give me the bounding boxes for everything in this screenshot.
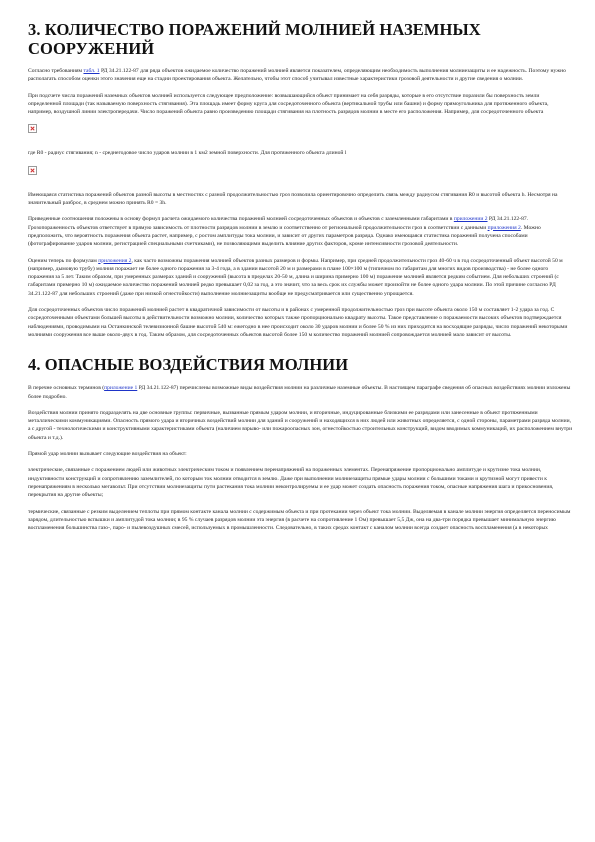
text-run: РД 34.21.122-87. Грозопораженность объектов ответствует в прямую зависимость от плотности разрядов молнии в землю и соответственно от региональной продолжительности гроз в соответствии с данными bbox=[28, 216, 529, 231]
paragraph: где R0 - радиус стягивания; n - среднегодовое число ударов молнии в 1 км2 земной поверхности. Для протяженного объекта длиной l bbox=[28, 150, 347, 157]
text-run: Согласно требованиям bbox=[28, 68, 84, 74]
text-run: РД 34.21.122-87) перечислены возможные виды воздействия молнии на различные наземные объекты. В настоящем параграфе сведения об опасных воздействиях молнии изложены более подробно. bbox=[28, 385, 571, 400]
paragraph bbox=[28, 67, 573, 84]
paragraph: Для сосредоточенных объектов число поражений молнией растет в квадратичной зависимости от высоты и в районах с умеренной продолжительностью гроз при высоте объекта около 150 м составляет 1-2 удара за год. С сосредоточенными объектами большей высоты в действительности возможно молнии, количество которых также пропорционально квадрату высоты. Такое представление о поражаемости высоких объектов подтверждается наблюдениями, проводимыми на Останкинской телевизионной башне высотой 540 м: ежегодно в нее происходит около 30 ударов молнии и более 50 % из них приходится на восходящие разряды, число поражений некоторыми молниями сооружения все выше около-двух в год. Таким образом, для сосредоточенных объектов высотой более 150 м количество поражений молнией сопровождается молнией мало зависит от высоты. bbox=[28, 307, 568, 338]
text-run: . Можно предположить, что вероятность поражения объекта растет, например, с ростом амплитуды тока молнии, и зависит от других параметров разряда. Однако имеющаяся статистика поражений получена способами (фотографирование ударов молнии, регистрацией специальными счетчиками), не позволяющими выделить влияние других факторов, кроме интенсивности грозовой деятельности. bbox=[28, 224, 541, 248]
section-4-heading: 4. ОПАСНЫЕ ВОЗДЕЙСТВИЯ МОЛНИИ bbox=[28, 355, 349, 375]
text-run: РД 34.21.122-87 для ряда объектов ожидаемое количество поражений молнией является показателем, определяющим необходимость выполнения молниезащиты и ее надежность. Поэтому нужно располагать способом оценки этого значения еще на стадии проектирования объекта. Желательно, чтобы этот способ учитывал известные характеристики грозовой деятельности и другие сведения о молнии. bbox=[28, 68, 566, 83]
text-run: Оценим теперь по формулам bbox=[28, 257, 99, 264]
paragraph bbox=[28, 215, 573, 248]
paragraph bbox=[28, 384, 573, 401]
paragraph: электрические, связанные с поражением людей или животных электрическим током и появлением перенапряжений на пораженных элементах. Перенапряжение пропорционально амплитуде и крутизне тока молнии, индуктивности конструкций и сопротивлению заземлителей, по которым ток молнии отводится в землю. Даже при выполнении молниезащиты прямые удары молнии с большими токами и крутизной могут привести к перенапряжениям в несколько мегавольт. При отсутствии молниезащиты пути растекания тока молнии неконтролируемы и ее удар может создать опасность поражения током, опасные напряжения шага и прикосновения, перекрытия на другие объекты; bbox=[28, 467, 554, 499]
text-run: В перечне основных терминов ( bbox=[28, 385, 105, 392]
section-3-heading: 3. КОЛИЧЕСТВО ПОРАЖЕНИЙ МОЛНИЕЙ НАЗЕМНЫХ СООРУЖЕНИЙ bbox=[28, 20, 481, 58]
formula-2-broken-image-icon bbox=[28, 166, 37, 175]
text-run: Приведенные соотношения положены в основу формул расчета ожидаемого количества поражений молнией сосредоточенных объектов и объектов с заземленными габаритами в bbox=[28, 216, 454, 223]
paragraph: Воздействия молнии принято подразделять на две основные группы: первичные, вызванные прямым ударом молнии, и вторичные, индуцированные близкими ее разрядами или занесенные в объект протяженными металлическими коммуникациями. Опасность прямого удара и вторичных воздействий молнии для зданий и сооружений и находящихся в них людей или животных определяется, с одной стороны, параметрами разряда молнии, а с другой - технологическими и конструктивными характеристиками объекта (наличием взрыво- или пожароопасных зон, огнестойкостью строительных конструкций, видом вводимых коммуникаций, их расположением внутри объекта и т.д.). bbox=[28, 409, 573, 441]
paragraph: Имеющаяся статистика поражений объектов разной высоты в местностях с разной продолжительностью гроз позволила ориентировочно определить связь между радиусом стягивания R0 и высотой объекта h. Несмотря на значительный разброс, в среднем можно принять R0 = 3h. bbox=[28, 191, 558, 207]
formula-1-broken-image-icon bbox=[28, 124, 37, 133]
link-table-1[interactable]: табл. 1 bbox=[83, 68, 100, 74]
link-appendix-1[interactable]: приложение 1 bbox=[104, 385, 138, 392]
text-run: , как часто возможны поражения молнией объектов разных размеров и формы. Например, при средней продолжительности гроз 40-60 ч в год сосредоточенный объект высотой 50 м (например, дымовую трубу) молния поражает не более одного поражения за 3-4 года, а в здании высотой 20 м и размерами в плане 100×100 м (типичном по габаритам для многих видов производства) - не более одного поражения за 5 лет. Таким образом, при умеренных размерах зданий и сооружений (высота в пределах 20-50 м, длина и ширина примерно 100 м) поражение молнией является редким событием. Для небольших строений (с габаритами примерно 10 м) ожидаемое количество поражений молнией редко превышает 0,02 за год, а это значит, что за весь срок их службы может произойти не более одного удара молнии. По этой причине согласно РД 34.21.122-87 для небольших строений (даже при низкой огнестойкости) выполнение молниезащиты вообще не предусматривается или существенно упрощается. bbox=[28, 257, 563, 297]
paragraph bbox=[28, 257, 573, 298]
link-appendix-2[interactable]: приложении 2 bbox=[453, 216, 488, 223]
paragraph: Прямой удар молнии вызывает следующие воздействия на объект: bbox=[28, 451, 187, 458]
link-appendix-2-second[interactable]: приложения 2 bbox=[487, 224, 521, 231]
paragraph: термические, связанные с резким выделением теплоты при прямом контакте канала молнии с содержимым объекта и при протекании через объект тока молнии. Выделяемая в канале молнии энергия определяется переносимым зарядом, длительностью вспышки и амплитудой тока молнии; в 95 % случаев разрядов молнии эта энергия (в расчете на сопротивление 1 Ом) превышает 5,5 Дж, она на два-три порядка превышает минимальную энергию воспламенения большинства газо-, паро- и пылевоздушных смесей, используемых в промышленности. Следовательно, в таких средах контакт с каналом молнии всегда создает опасность воспламенения (а в некоторых bbox=[28, 508, 571, 532]
link-appendix-2-third[interactable]: приложения 2 bbox=[98, 257, 132, 264]
paragraph: При подсчете числа поражений наземных объектов молнией используется следующее предположение: возвышающийся объект принимает на себя разряды, которые в его отсутствие поразили бы поверхность земли определенной площади (так называемую поверхность стягивания). Эта площадь имеет форму круга для сосредоточенного объекта (вертикальной трубы или башни) и форму прямоугольника для протяженного объекта, например, воздушной линии электропередачи. Число поражений объекта равно произведению площади стягивания на плотность разрядов молнии в месте его расположения. Например, для сосредоточенного объекта bbox=[28, 92, 549, 116]
